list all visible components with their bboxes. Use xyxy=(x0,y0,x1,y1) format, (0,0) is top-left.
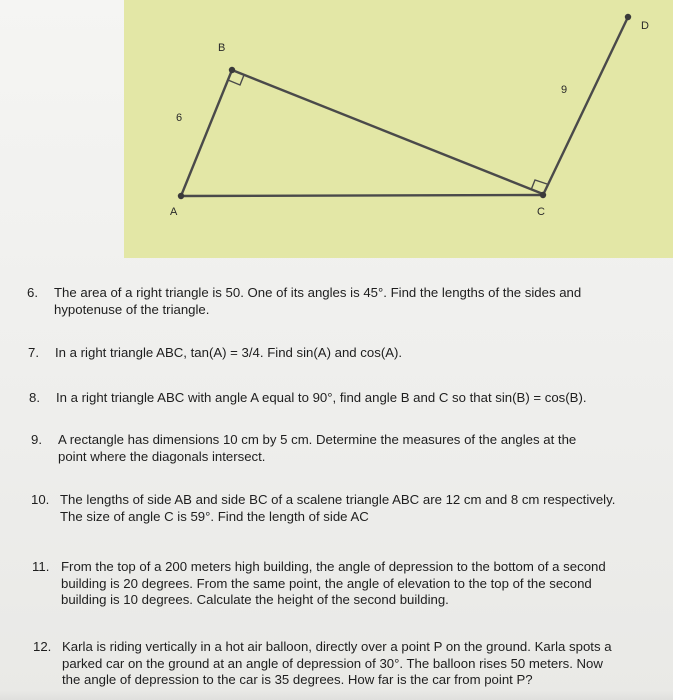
triangle-diagram-svg xyxy=(0,0,673,258)
side-label-ab: 6 xyxy=(176,112,183,124)
question-10-line-1: The lengths of side AB and side BC of a scalene triangle ABC are 12 cm and 8 cm respectively. xyxy=(60,492,616,507)
question-8-line-1: In a right triangle ABC with angle A equal to 90°, find angle B and C so that sin(B) = cos(B). xyxy=(56,390,587,405)
question-9-line-2: point where the diagonals intersect. xyxy=(58,448,266,464)
question-9-number: 9. xyxy=(31,432,42,447)
question-9-line-1: A rectangle has dimensions 10 cm by 5 cm. Determine the measures of the angles at the xyxy=(58,432,577,447)
question-10 xyxy=(31,492,615,525)
vertex-label-d: D xyxy=(641,20,649,32)
question-12-number: 12. xyxy=(33,639,52,654)
question-12 xyxy=(33,639,612,689)
question-9 xyxy=(31,432,576,465)
question-6-line-1: The area of a right triangle is 50. One of its angles is 45°. Find the lengths of the sides and xyxy=(54,285,582,300)
page-bottom-shadow xyxy=(0,690,673,700)
question-11 xyxy=(32,559,606,609)
question-12-line-3: the angle of depression to the car is 35 degrees. How far is the car from point P? xyxy=(62,672,533,687)
vertex-d-dot xyxy=(625,14,631,20)
diagram-background xyxy=(124,0,673,258)
vertex-c-dot xyxy=(540,192,546,198)
question-11-line-3: building is 10 degrees. Calculate the height of the second building. xyxy=(61,592,449,607)
triangle-diagram xyxy=(0,0,673,258)
question-11-number: 11. xyxy=(32,559,50,574)
question-6 xyxy=(27,285,581,318)
question-10-line-2: The size of angle C is 59°. Find the length of side AC xyxy=(60,508,369,524)
vertex-label-a: A xyxy=(170,206,178,218)
question-8-number: 8. xyxy=(29,390,40,405)
vertex-label-b: B xyxy=(218,42,226,54)
question-10-number: 10. xyxy=(31,492,50,507)
question-7 xyxy=(28,345,402,362)
side-ac xyxy=(181,195,543,196)
question-12-line-2: parked car on the ground at an angle of depression of 30°. The balloon rises 50 meters. Now xyxy=(62,655,603,671)
vertex-label-c: C xyxy=(537,206,545,218)
question-8 xyxy=(29,390,587,407)
question-7-line-1: In a right triangle ABC, tan(A) = 3/4. Find sin(A) and cos(A). xyxy=(55,345,403,360)
question-12-line-1: Karla is riding vertically in a hot air balloon, directly over a point P on the ground. Karla spots a xyxy=(62,639,612,654)
question-7-number: 7. xyxy=(28,345,39,360)
side-label-cd: 9 xyxy=(561,84,568,96)
question-6-line-2: hypotenuse of the triangle. xyxy=(54,301,210,317)
question-6-number: 6. xyxy=(27,285,38,300)
question-11-line-1: From the top of a 200 meters high building, the angle of depression to the bottom of a second xyxy=(61,559,606,574)
vertex-a-dot xyxy=(178,193,184,199)
vertex-b-dot xyxy=(229,67,235,73)
question-11-line-2: building is 20 degrees. From the same point, the angle of elevation to the top of the second xyxy=(61,575,592,591)
